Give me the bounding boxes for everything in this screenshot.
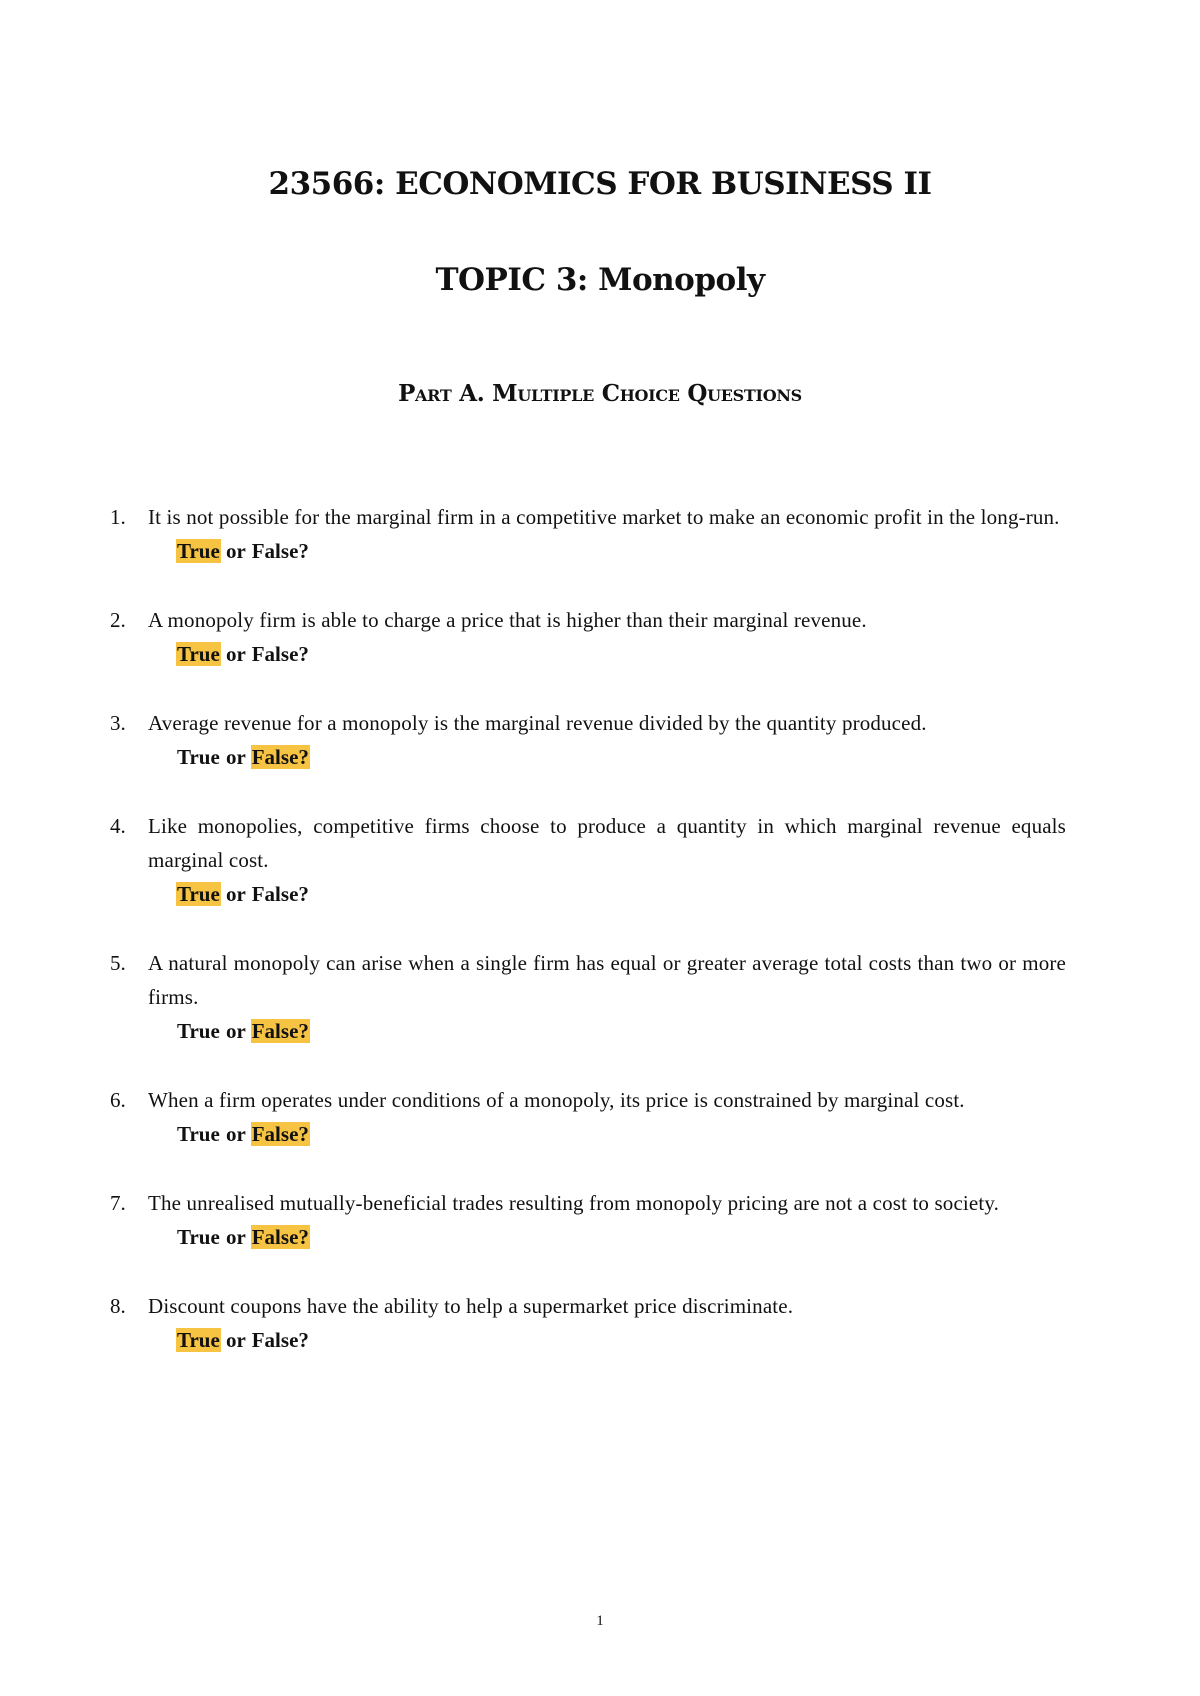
question-text: A natural monopoly can arise when a single firm has equal or greater average total costs than two or more firms.	[148, 951, 1066, 1009]
option-true: True	[177, 745, 220, 769]
question-number: 3.	[110, 711, 126, 735]
answer-line	[176, 1117, 1066, 1151]
question-item	[106, 946, 1066, 1048]
question-item	[106, 706, 1066, 774]
option-true: True	[177, 1328, 220, 1352]
question-text: Discount coupons have the ability to help a supermarket price discriminate.	[148, 1294, 794, 1318]
question-text: When a firm operates under conditions of a monopoly, its price is constrained by marginal cost.	[148, 1088, 965, 1112]
answer-line	[176, 1014, 1066, 1048]
answer-line	[176, 877, 1066, 911]
option-false: False?	[251, 539, 309, 563]
option-false: False?	[251, 882, 309, 906]
answer-line	[176, 1323, 1066, 1357]
option-true: True	[177, 1122, 220, 1146]
question-item	[106, 1289, 1066, 1357]
question-text: The unrealised mutually-beneficial trades resulting from monopoly pricing are not a cost to society.	[148, 1191, 1000, 1215]
question-text: Average revenue for a monopoly is the marginal revenue divided by the quantity produced.	[148, 711, 927, 735]
question-list	[106, 500, 1066, 1392]
question-text: Like monopolies, competitive firms choose to produce a quantity in which marginal revenue equals marginal cost.	[148, 814, 1066, 872]
question-item	[106, 809, 1066, 911]
answer-line	[176, 1220, 1066, 1254]
answer-line	[176, 740, 1066, 774]
question-item	[106, 1083, 1066, 1151]
question-item	[106, 603, 1066, 671]
option-connector: or	[220, 1019, 251, 1043]
topic-title: TOPIC 3: Monopoly	[435, 262, 765, 298]
option-connector: or	[220, 1328, 251, 1352]
question-text: A monopoly firm is able to charge a price that is higher than their marginal revenue.	[148, 608, 867, 632]
option-true: True	[177, 1225, 220, 1249]
option-false: False?	[251, 1225, 309, 1249]
question-number: 4.	[110, 814, 126, 838]
question-item	[106, 500, 1066, 568]
option-false: False?	[251, 1122, 309, 1146]
question-number: 8.	[110, 1294, 126, 1318]
option-false: False?	[251, 1328, 309, 1352]
course-title: 23566: ECONOMICS FOR BUSINESS II	[268, 166, 932, 202]
option-false: False?	[251, 1019, 309, 1043]
option-true: True	[177, 882, 220, 906]
question-number: 7.	[110, 1191, 126, 1215]
answer-line	[176, 637, 1066, 671]
question-number: 6.	[110, 1088, 126, 1112]
option-connector: or	[220, 1122, 251, 1146]
question-item	[106, 1186, 1066, 1254]
answer-line	[176, 534, 1066, 568]
option-connector: or	[220, 539, 251, 563]
page-number: 1	[596, 1613, 604, 1629]
question-text: It is not possible for the marginal firm in a competitive market to make an economic profit in the long-run.	[148, 505, 1060, 529]
option-connector: or	[220, 745, 251, 769]
question-number: 5.	[110, 951, 126, 975]
option-false: False?	[251, 642, 309, 666]
question-number: 1.	[110, 505, 126, 529]
option-true: True	[177, 539, 220, 563]
option-connector: or	[220, 882, 251, 906]
option-connector: or	[220, 1225, 251, 1249]
part-heading: Part A. Multiple Choice Questions	[398, 380, 802, 407]
option-true: True	[177, 1019, 220, 1043]
question-number: 2.	[110, 608, 126, 632]
option-true: True	[177, 642, 220, 666]
option-connector: or	[220, 642, 251, 666]
option-false: False?	[251, 745, 309, 769]
